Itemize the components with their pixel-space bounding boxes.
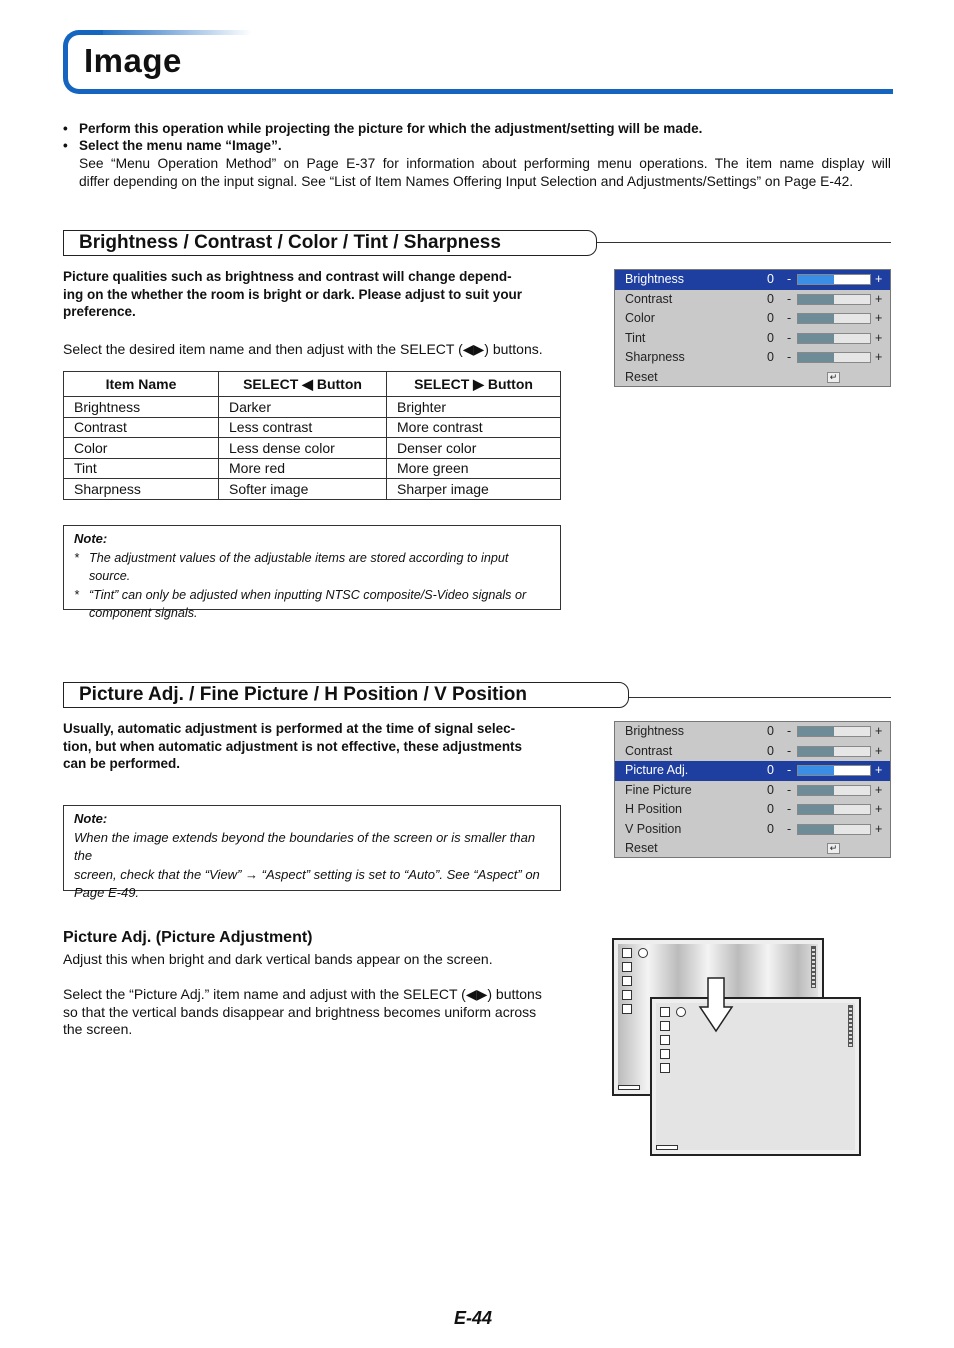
bullet-marker: • xyxy=(63,121,68,136)
folder-icon xyxy=(660,1021,670,1031)
lead-line: ing on the whether the room is bright or dark. Please adjust to suit your xyxy=(63,286,523,302)
table-cell: Tint xyxy=(64,458,219,479)
taskbar-button xyxy=(618,1085,640,1090)
level-fill xyxy=(798,786,834,795)
screen-uniform xyxy=(656,1003,855,1150)
minus-sign: - xyxy=(787,350,792,364)
intro-line-2: differ depending on the input signal. See “List of Item Names Offering Input Selection and Adjustments/Settings” on Page E-42. xyxy=(79,174,854,189)
table-cell: Sharpness xyxy=(64,479,219,500)
level-fill xyxy=(798,727,834,736)
subheading-picture-adj: Picture Adj. (Picture Adjustment) xyxy=(63,929,313,946)
level-fill xyxy=(798,275,834,284)
intro-bullet-1: Perform this operation while projecting the picture for which the adjustment/setting will be made. xyxy=(79,121,703,136)
minus-sign: - xyxy=(787,802,792,816)
down-arrow-icon xyxy=(698,977,734,1033)
table-cell: More green xyxy=(387,458,561,479)
document-icon xyxy=(622,976,632,986)
note-star: * xyxy=(74,587,79,602)
menu-item-value: 0 xyxy=(767,782,774,797)
network-icon xyxy=(622,990,632,1000)
menu-item-value: 0 xyxy=(767,802,774,816)
level-slider[interactable] xyxy=(797,824,871,835)
plus-sign: + xyxy=(875,802,883,816)
bullet-marker: • xyxy=(63,138,68,153)
table-cell: Color xyxy=(64,438,219,459)
screen-after xyxy=(650,997,861,1156)
lead-line: preference. xyxy=(63,304,136,319)
folder-icon xyxy=(622,962,632,972)
scrollbar-indicator xyxy=(848,1005,853,1047)
table-cell: Less contrast xyxy=(219,417,387,438)
menu-item-value: 0 xyxy=(767,272,774,286)
computer-icon xyxy=(660,1007,670,1017)
level-fill xyxy=(798,334,834,343)
level-fill xyxy=(798,353,834,362)
lead-line: can be performed. xyxy=(63,756,181,771)
level-slider[interactable] xyxy=(797,746,871,757)
level-slider[interactable] xyxy=(797,333,871,344)
menu-item-label: Brightness xyxy=(625,724,685,738)
table-cell: Contrast xyxy=(64,417,219,438)
note-text: component signals. xyxy=(89,606,198,620)
menu-row[interactable] xyxy=(615,722,890,742)
menu-item-label: Reset xyxy=(625,841,658,855)
trash-icon xyxy=(660,1063,670,1073)
menu-item-label: Contrast xyxy=(625,743,673,758)
menu-item-label: Color xyxy=(625,311,655,325)
intro-bullet-2: Select the menu name “Image”. xyxy=(79,138,282,153)
taskbar-button xyxy=(656,1145,678,1150)
table-cell: Darker xyxy=(219,397,387,418)
minus-sign: - xyxy=(787,782,792,797)
menu-item-label: Fine Picture xyxy=(625,782,692,797)
menu-item-label: H Position xyxy=(625,802,682,816)
menu-item-value: 0 xyxy=(767,291,774,306)
menu-row[interactable] xyxy=(615,290,890,310)
menu-item-value: 0 xyxy=(767,763,774,777)
section1-instruction: Select the desired item name and then adjust with the SELECT (◀▶) buttons. xyxy=(63,341,543,357)
table-row xyxy=(64,397,561,418)
page-title: Image xyxy=(84,42,182,79)
note-text: Page E-49. xyxy=(74,885,140,900)
section-rule xyxy=(628,697,891,698)
computer-icon xyxy=(622,948,632,958)
scrollbar-indicator xyxy=(811,946,816,988)
title-bottom-rule xyxy=(90,89,893,94)
menu-item-label: Reset xyxy=(625,369,658,384)
disc-icon xyxy=(676,1007,686,1017)
menu-row[interactable] xyxy=(615,761,890,781)
minus-sign: - xyxy=(787,763,792,777)
level-slider[interactable] xyxy=(797,313,871,324)
level-slider[interactable] xyxy=(797,765,871,776)
network-icon xyxy=(660,1049,670,1059)
section-heading-brightness: Brightness / Contrast / Color / Tint / Sharpness xyxy=(63,230,597,256)
menu-item-value: 0 xyxy=(767,350,774,364)
menu-item-label: Contrast xyxy=(625,291,673,306)
note-item xyxy=(74,586,550,623)
para-line: Select the “Picture Adj.” item name and adjust with the SELECT (◀▶) buttons xyxy=(63,986,542,1002)
menu-item-label: Picture Adj. xyxy=(625,763,689,777)
level-fill xyxy=(798,825,834,834)
note-text: screen, check that the “View” → “Aspect” setting is set to “Auto”. See “Aspect” on xyxy=(74,866,540,882)
note-title: Note: xyxy=(74,811,108,826)
menu-row[interactable] xyxy=(615,781,890,801)
table-cell: Brighter xyxy=(387,397,561,418)
menu-row[interactable] xyxy=(615,839,890,859)
menu-row[interactable] xyxy=(615,800,890,820)
menu-item-label: V Position xyxy=(625,821,682,836)
table-cell: Sharper image xyxy=(387,479,561,500)
minus-sign: - xyxy=(787,330,792,345)
menu-item-value: 0 xyxy=(767,821,774,836)
intro-line-1: See “Menu Operation Method” on Page E-37 for information about performing menu operations. The item name display will xyxy=(79,156,891,171)
minus-sign: - xyxy=(787,272,792,286)
plus-sign: + xyxy=(875,724,883,738)
table-row xyxy=(64,417,561,438)
enter-icon: ↵ xyxy=(827,843,840,854)
image-menu-panel-1 xyxy=(614,269,891,387)
plus-sign: + xyxy=(875,743,883,758)
table-cell: Denser color xyxy=(387,438,561,459)
menu-row[interactable] xyxy=(615,368,890,388)
para-line: so that the vertical bands disappear and brightness becomes uniform across xyxy=(63,1003,537,1020)
para-line: the screen. xyxy=(63,1021,133,1037)
lead-line: Picture qualities such as brightness and contrast will change depend- xyxy=(63,269,512,284)
level-fill xyxy=(798,295,834,304)
note-text: When the image extends beyond the boundaries of the screen or is smaller than the xyxy=(74,829,536,863)
para-1: Adjust this when bright and dark vertical bands appear on the screen. xyxy=(63,951,493,967)
menu-item-label: Sharpness xyxy=(625,350,685,364)
menu-row[interactable] xyxy=(615,309,890,329)
level-fill xyxy=(798,314,834,323)
plus-sign: + xyxy=(875,821,883,836)
menu-row[interactable] xyxy=(615,270,890,290)
plus-sign: + xyxy=(875,350,883,364)
table-row xyxy=(64,438,561,459)
table-cell: More contrast xyxy=(387,417,561,438)
note-title: Note: xyxy=(74,531,108,546)
table-cell: More red xyxy=(219,458,387,479)
level-slider[interactable] xyxy=(797,294,871,305)
adjustment-table xyxy=(63,371,561,500)
document-icon xyxy=(660,1035,670,1045)
minus-sign: - xyxy=(787,724,792,738)
menu-item-label: Brightness xyxy=(625,272,685,286)
menu-item-label: Tint xyxy=(625,330,646,345)
image-menu-panel-2 xyxy=(614,721,891,858)
section1-lead xyxy=(63,268,522,321)
para-2 xyxy=(63,986,542,1039)
note-box-1 xyxy=(63,525,561,620)
menu-row[interactable] xyxy=(615,742,890,762)
level-fill xyxy=(798,747,834,756)
level-fill xyxy=(798,805,834,814)
level-slider[interactable] xyxy=(797,352,871,363)
trash-icon xyxy=(622,1004,632,1014)
note-text: “Tint” can only be adjusted when inputting NTSC composite/S-Video signals or xyxy=(89,587,527,602)
section2-lead xyxy=(63,720,522,773)
disc-icon xyxy=(638,948,648,958)
note-star: * xyxy=(74,550,79,565)
table-cell: Brightness xyxy=(64,397,219,418)
menu-item-value: 0 xyxy=(767,743,774,758)
note-box-2 xyxy=(63,805,561,900)
title-top-rule xyxy=(92,30,252,35)
level-slider[interactable] xyxy=(797,274,871,285)
enter-icon: ↵ xyxy=(827,372,840,383)
lead-line: tion, but when automatic adjustment is not effective, these adjustments xyxy=(63,738,523,754)
plus-sign: + xyxy=(875,330,883,345)
plus-sign: + xyxy=(875,272,883,286)
minus-sign: - xyxy=(787,743,792,758)
page-number: E-44 xyxy=(454,1308,493,1328)
table-cell: Softer image xyxy=(219,479,387,500)
lead-line: Usually, automatic adjustment is performed at the time of signal selec- xyxy=(63,721,516,736)
level-slider[interactable] xyxy=(797,804,871,815)
table-cell: Less dense color xyxy=(219,438,387,459)
table-header-row xyxy=(64,372,561,397)
menu-row[interactable] xyxy=(615,820,890,840)
menu-row[interactable] xyxy=(615,348,890,368)
menu-item-value: 0 xyxy=(767,330,774,345)
table-header: SELECT ▶ Button xyxy=(387,372,561,397)
note-text: The adjustment values of the adjustable items are stored according to input source. xyxy=(89,550,509,583)
minus-sign: - xyxy=(787,311,792,325)
menu-row[interactable] xyxy=(615,329,890,349)
plus-sign: + xyxy=(875,311,883,325)
section-heading-picture-adj: Picture Adj. / Fine Picture / H Position / V Position xyxy=(63,682,629,708)
plus-sign: + xyxy=(875,782,883,797)
minus-sign: - xyxy=(787,291,792,306)
menu-item-value: 0 xyxy=(767,724,774,738)
table-header: SELECT ◀ Button xyxy=(219,372,387,397)
plus-sign: + xyxy=(875,291,883,306)
menu-item-value: 0 xyxy=(767,311,774,325)
note-item xyxy=(74,549,550,586)
minus-sign: - xyxy=(787,821,792,836)
level-fill xyxy=(798,766,834,775)
plus-sign: + xyxy=(875,763,883,777)
table-row xyxy=(64,479,561,500)
level-slider[interactable] xyxy=(797,785,871,796)
section-rule xyxy=(596,242,891,243)
level-slider[interactable] xyxy=(797,726,871,737)
table-header: Item Name xyxy=(64,372,219,397)
table-row xyxy=(64,458,561,479)
